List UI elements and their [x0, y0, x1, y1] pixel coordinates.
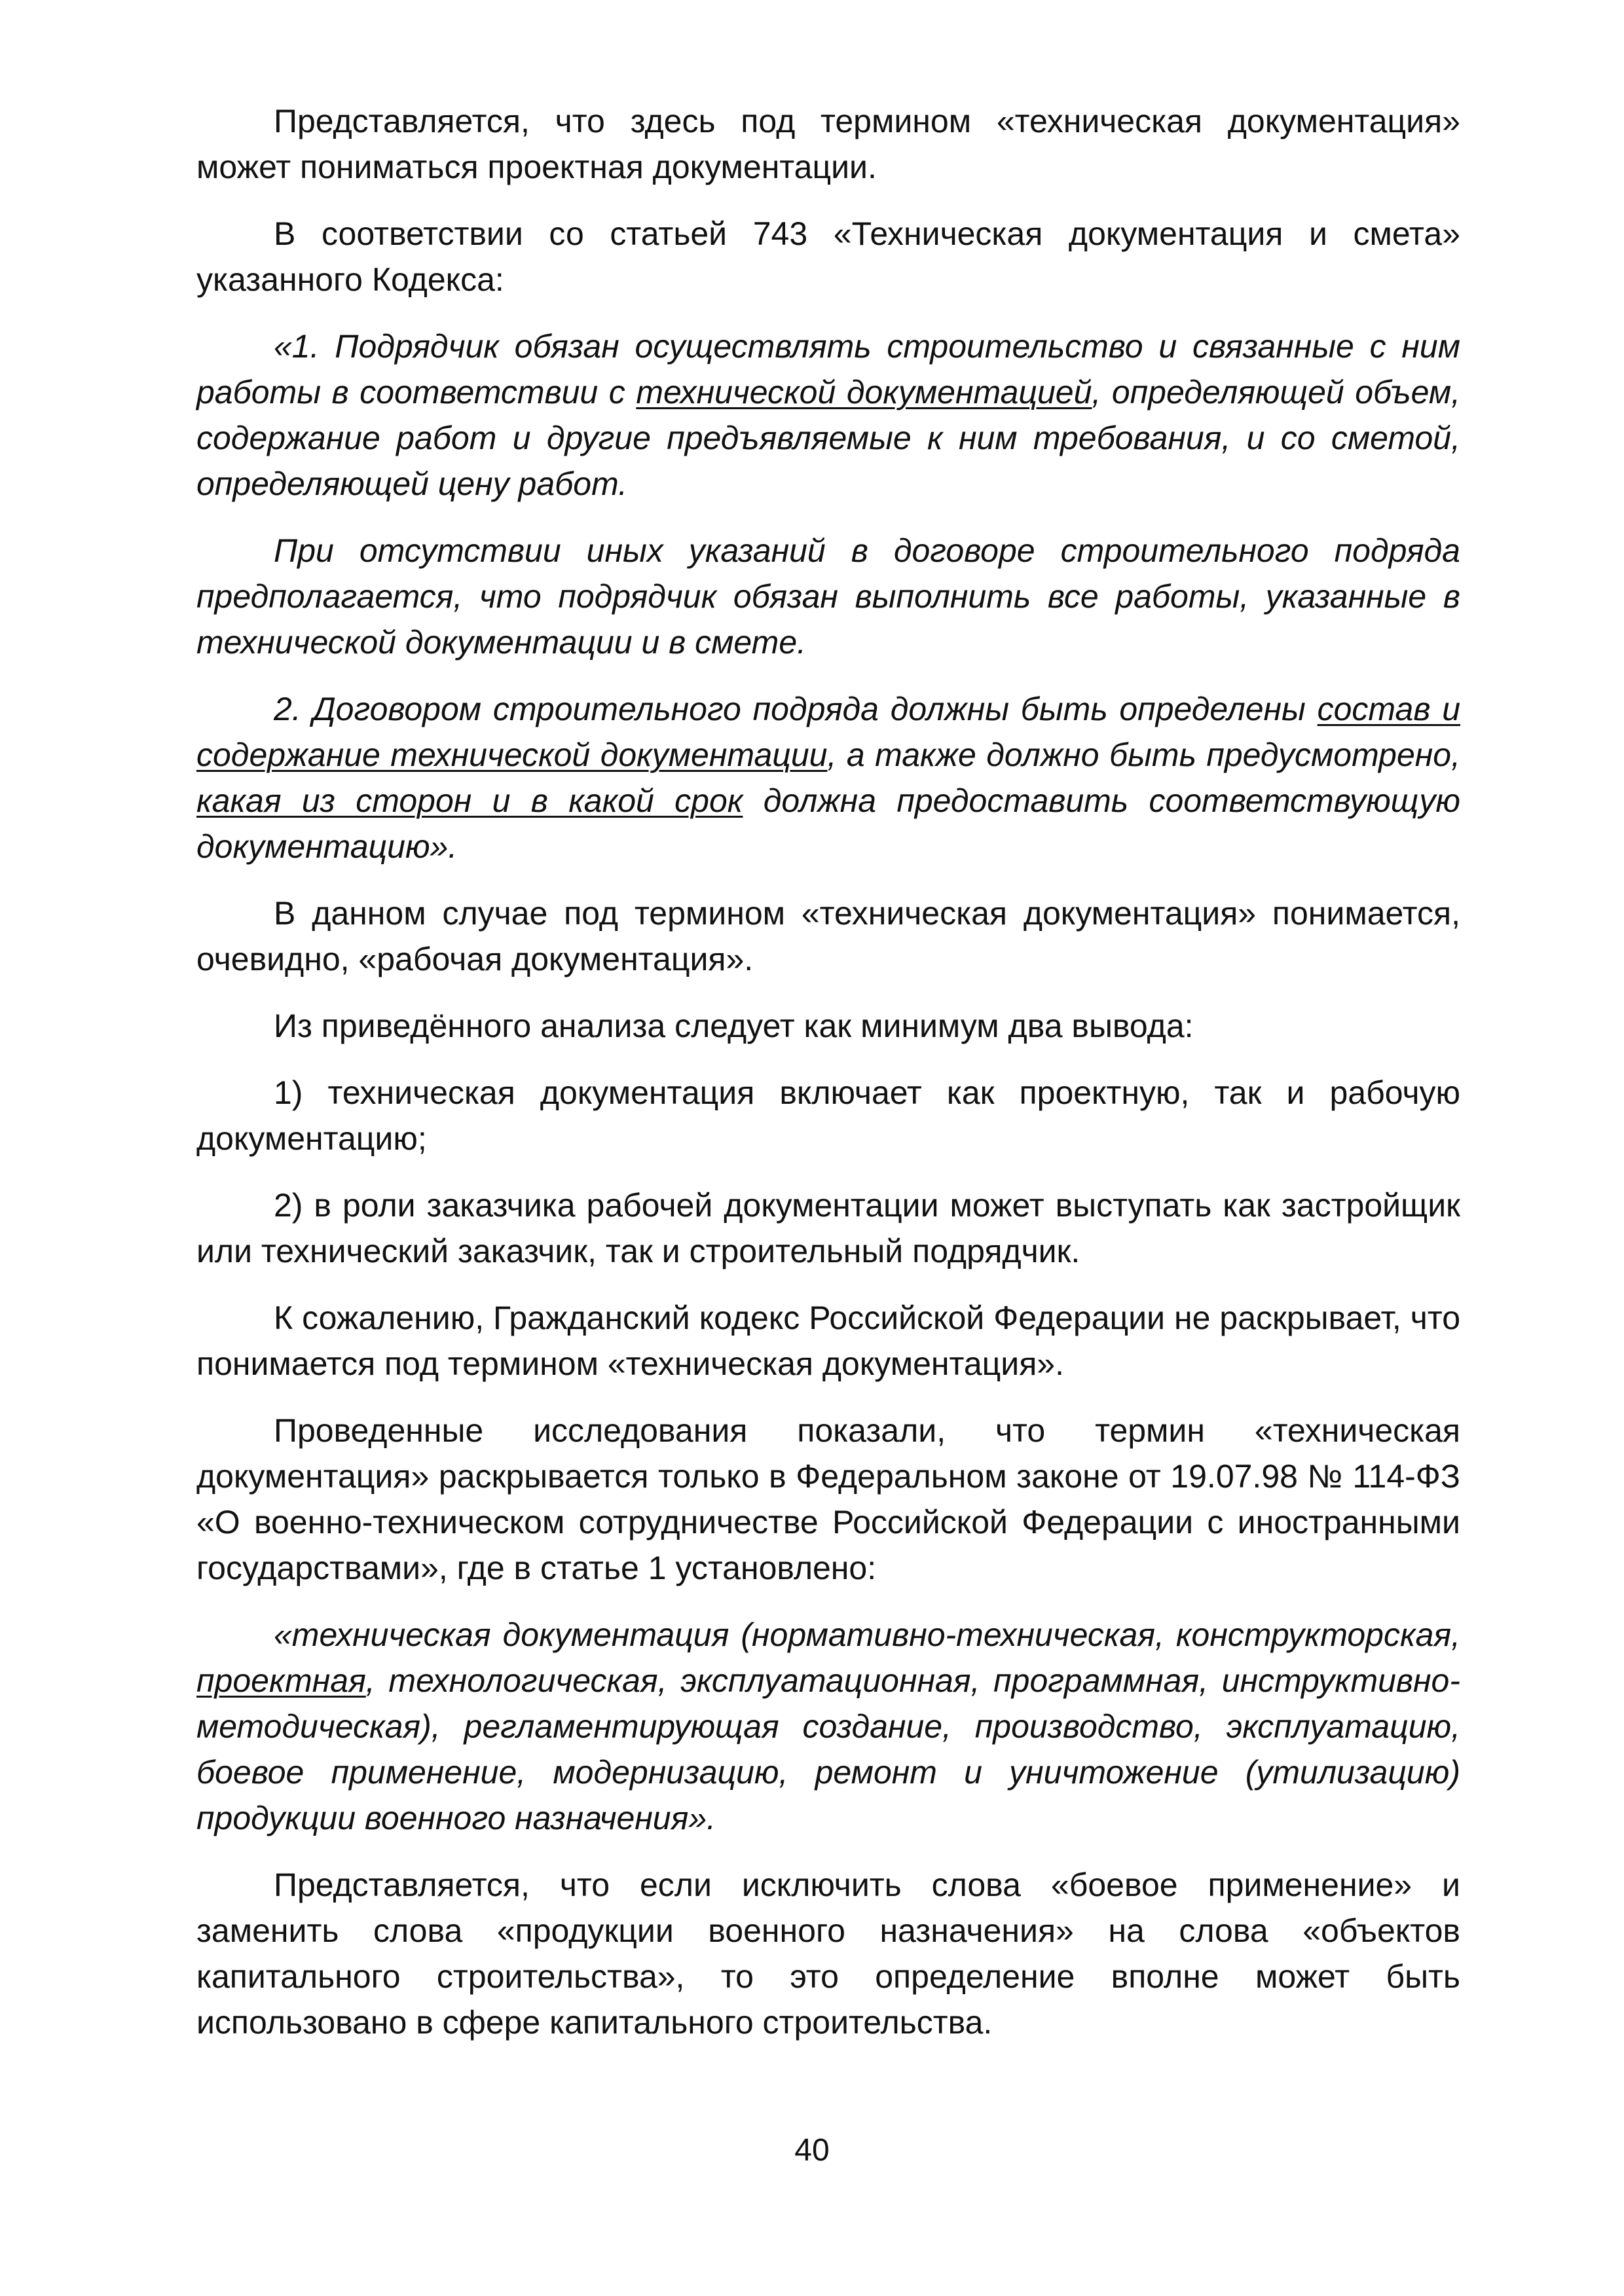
quote-clause-1 — [196, 323, 1460, 507]
paragraph-final: Представляется, что если исключить слова «боевое применение» и заменить слова «продукции военного назначения» на слова «объектов капитального строительства», то это определение вполне может быть использовано в сфере капитального строительства. — [196, 1867, 1460, 2041]
paragraph-working-docs: В данном случае под термином «техническая документация» понимается, очевидно, «рабочая документация». — [196, 895, 1460, 977]
quote-law-text-a: «техническая документация (нормативно-техническая, конструкторская, — [274, 1616, 1460, 1653]
quote-clause-2-text-a: 2. Договором строительного подряда должны быть определены — [274, 691, 1318, 727]
paragraph-federal-law: Проведенные исследования показали, что термин «техническая документация» раскрывается только в Федеральном законе от 19.07.98 № 114-ФЗ «О военно-техническом сотрудничестве Российской Федерации с иностранными государствами», где в статье 1 установлено: — [196, 1412, 1460, 1586]
quote-law-definition — [196, 1612, 1460, 1841]
quote-clause-2 — [196, 686, 1460, 869]
quote-clause-1-text-b: , определяющей объем, содержание работ и другие предъявляемые к ним требования, и со сметой, определяющей цену работ. — [196, 374, 1460, 502]
quote-clause-1-text-a: «1. Подрядчик обязан осуществлять строительство и связанные с ним работы в соответствии с — [196, 328, 1460, 410]
paragraph-civil-code: К сожалению, Гражданский кодекс Российской Федерации не раскрывает, что понимается под термином «техническая документация». — [196, 1300, 1460, 1382]
quote-clause-2-underlined-1: состав и содержание технической документации — [196, 691, 1460, 773]
quote-default-clause: При отсутствии иных указаний в договоре строительного подряда предполагается, что подрядчик обязан выполнить все работы, указанные в технической документации и в смете. — [196, 532, 1460, 661]
paragraph-conclusions-intro: Из приведённого анализа следует как минимум два вывода: — [274, 1008, 1194, 1044]
list-item-2: 2) в роли заказчика рабочей документации может выступать как застройщик или технический заказчик, так и строительный подрядчик. — [196, 1187, 1460, 1269]
quote-clause-1-underlined: технической документацией — [636, 374, 1092, 410]
quote-law-underlined: проектная — [196, 1662, 366, 1699]
paragraph-article-743: В соответствии со статьей 743 «Техническая документация и смета» указанного Кодекса: — [196, 215, 1460, 298]
quote-clause-2-underlined-2: какая из сторон и в какой срок — [196, 782, 743, 819]
page-number: 40 — [794, 2133, 830, 2168]
quote-clause-2-text-c: должна предоставить соответствующую документацию». — [196, 782, 1460, 865]
paragraph-intro: Представляется, что здесь под термином «техническая документация» может пониматься проектная документации. — [196, 103, 1460, 185]
quote-law-text-b: , технологическая, эксплуатационная, программная, инструктивно-методическая), регламентирующая создание, производство, эксплуатацию, боевое применение, модернизацию, ремонт и уничтожение (утилизацию) продукции военного назначения». — [196, 1662, 1460, 1836]
list-item-1: 1) техническая документация включает как проектную, так и рабочую документацию; — [196, 1074, 1460, 1157]
quote-clause-2-text-b: , а также должно быть предусмотрено, — [827, 737, 1460, 773]
document-page — [196, 98, 1460, 2066]
